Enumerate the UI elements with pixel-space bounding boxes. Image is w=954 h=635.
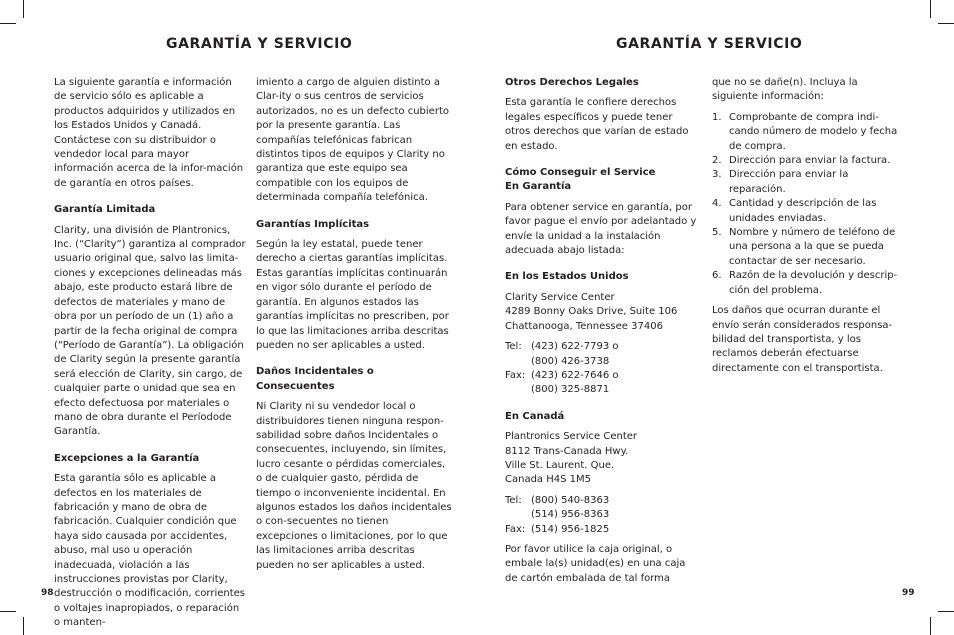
us-address <box>505 291 697 334</box>
canada-address <box>505 430 697 488</box>
list-item <box>712 168 900 197</box>
crop-mark <box>930 617 931 635</box>
list-item-text: Dirección para enviar la factura. <box>729 155 891 167</box>
list-item-text: Nombre y número de teléfono de una persona a la que se pueda contactar de ser necesario. <box>729 227 896 267</box>
page-title-right: GARANTÍA Y SERVICIO <box>616 36 803 52</box>
section-heading: Daños Incidentales o Consecuentes <box>256 366 374 392</box>
info-list <box>712 111 900 298</box>
crop-mark <box>938 611 954 612</box>
address-line: Canada H4S 1M5 <box>505 474 591 486</box>
section-heading: Excepciones a la Garantía <box>54 452 200 464</box>
section-paragraph: Esta garantía sólo es aplicable a defectos en los materiales de fabricación y mano de obra de fabricación. Cualquier condición que haya sido causada por accidentes, abuso, mal uso u operación inadecuada, violación a las instrucciones provistas por Clarity, destrucción o modificación, corrientes o voltajes inapropiados, o reparación o manten- <box>54 473 246 629</box>
right-column-2 <box>712 76 900 376</box>
intro-paragraph: La siguiente garantía e información de servicio sólo es aplicable a productos adquiridos y utilizados en los Estados Unidos y Canadá. Contáctese con su distribuidor o vendedor local para mayor información acerca de la infor-mación de garantía en otros países. <box>54 77 244 189</box>
list-item-text: Razón de la devolución y descrip-ción del problema. <box>729 270 898 296</box>
list-item <box>712 111 900 154</box>
address-line: Ville St. Laurent. Que. <box>505 459 615 471</box>
page-number-left: 98 <box>41 588 54 598</box>
contact-label <box>505 355 531 369</box>
section-paragraph: Los daños que ocurran durante el envío serán considerados responsa-bilidad del transportista, y los reclamos deberán efectuarse directamente con el transportista. <box>712 305 893 374</box>
section-heading: En los Estados Unidos <box>505 271 629 283</box>
list-item-number: 5. <box>712 227 722 239</box>
section-heading: Garantía Limitada <box>54 204 156 216</box>
crop-mark <box>930 0 931 18</box>
contact-number: (514) 956-8363 <box>531 509 610 521</box>
crop-mark <box>23 0 24 18</box>
section-heading <box>505 166 697 195</box>
list-item <box>712 269 900 298</box>
list-item <box>712 197 900 226</box>
contact-label <box>505 383 531 397</box>
page-number-right: 99 <box>902 588 915 598</box>
list-item-number: 4. <box>712 198 722 210</box>
list-item-number: 2. <box>712 155 722 167</box>
section-paragraph: Según la ley estatal, puede tener derecho a ciertas garantías implícitas. Estas garantías implícitas continuarán en vigor sólo durante el período de garantía. En algunos estados las garantías implícitas no prescriben, por lo que las limitaciones arriba descritas pueden no ser aplicables a usted. <box>256 239 449 351</box>
contact-number: (423) 622-7793 o <box>531 341 619 353</box>
section-paragraph: Para obtener service en garantía, por favor pague el envío por adelantado y envíe la unidad a la instalación adecuada abajo listada: <box>505 201 697 257</box>
list-item-text: Comprobante de compra indi-cando número de modelo y fecha de compra. <box>729 111 898 152</box>
contact-label: Tel: <box>505 341 522 353</box>
contact-label: Fax: <box>505 523 526 535</box>
list-item-text: Cantidad y descripción de las unidades enviadas. <box>729 198 877 224</box>
list-item-text: Dirección para enviar la reparación. <box>729 169 849 195</box>
crop-mark <box>0 611 16 612</box>
section-paragraph: Por favor utilice la caja original, o embale la(s) unidad(es) en una caja de cartón embalada de tal forma <box>505 543 686 584</box>
address-line: Clarity Service Center <box>505 291 615 303</box>
section-paragraph: que no se dañe(n). Incluya la siguiente información: <box>712 77 858 103</box>
contact-number: (800) 426-3738 <box>531 355 610 367</box>
crop-mark <box>938 23 954 24</box>
section-heading: En Canadá <box>505 410 565 422</box>
heading-line: Cómo Conseguir el Service <box>505 167 656 179</box>
section-paragraph: Ni Clarity ni su vendedor local o distribuidores tienen ninguna respon-sabilidad sobre daños Incidentales o consecuentes, incluyendo, sin límites, lucro cesante o pérdidas comerciales, o de cualquier gasto, pérdida de tiempo o inconveniente incidental. En algunos estados los daños incidentales o con-secuentes no tienen excepciones o limitaciones, por lo que las limitaciones arriba descritas pueden no ser aplicables a usted. <box>256 401 452 571</box>
crop-mark <box>23 617 24 635</box>
contact-label <box>505 508 531 522</box>
left-column-1 <box>54 76 246 631</box>
canada-contacts <box>505 494 697 537</box>
page-title-left: GARANTÍA Y SERVICIO <box>166 36 353 52</box>
left-column-2 <box>256 76 452 573</box>
us-contacts <box>505 340 697 398</box>
section-paragraph: Esta garantía le confiere derechos legales específicos y puede tener otros derechos que varían de estado en estado. <box>505 97 689 152</box>
contact-number: (514) 956-1825 <box>531 523 610 535</box>
right-column-1 <box>505 76 697 586</box>
contact-number: (423) 622-7646 o <box>531 369 619 381</box>
address-line: Chattanooga, Tennessee 37406 <box>505 320 663 332</box>
address-line: 8112 Trans-Canada Hwy. <box>505 445 629 457</box>
crop-mark <box>0 23 16 24</box>
list-item <box>712 226 900 269</box>
contact-label: Tel: <box>505 494 522 506</box>
heading-line: En Garantía <box>505 181 572 193</box>
list-item <box>712 154 900 168</box>
list-item-number: 6. <box>712 270 722 282</box>
list-item-number: 1. <box>712 111 722 123</box>
contact-label: Fax: <box>505 369 526 381</box>
section-paragraph: Clarity, una división de Plantronics, Inc. (“Clarity”) garantiza al comprador usuario original que, salvo las limita-ciones y excepciones delineadas más abajo, este producto estará libre de defectos de materiales y mano de obra por un período de un (1) año a partir de la fecha original de compra (“Período de Garantía”). La obligación de Clarity según la presente garantía será elección de Clarity, sin cargo, de cualquier parte o unidad que sea en efecto defectuosa por materiales o mano de obra durante el Períodode Garantía. <box>54 224 246 438</box>
list-item-number: 3. <box>712 169 722 181</box>
section-heading: Otros Derechos Legales <box>505 77 639 88</box>
section-paragraph: imiento a cargo de alguien distinto a Clar-ity o sus centros de servicios autorizados, no es un defecto cubierto por la presente garantía. Las compañías telefónicas fabrican distintos tipos de equipos y Clarity no garantiza que este equipo sea compatible con los equipos de determinada compañía telefónica. <box>256 77 449 204</box>
section-heading: Garantías Implícitas <box>256 218 370 230</box>
contact-number: (800) 325-8871 <box>531 384 610 396</box>
contact-number: (800) 540-8363 <box>531 494 610 506</box>
address-line: 4289 Bonny Oaks Drive, Suite 106 <box>505 306 678 318</box>
address-line: Plantronics Service Center <box>505 431 638 443</box>
